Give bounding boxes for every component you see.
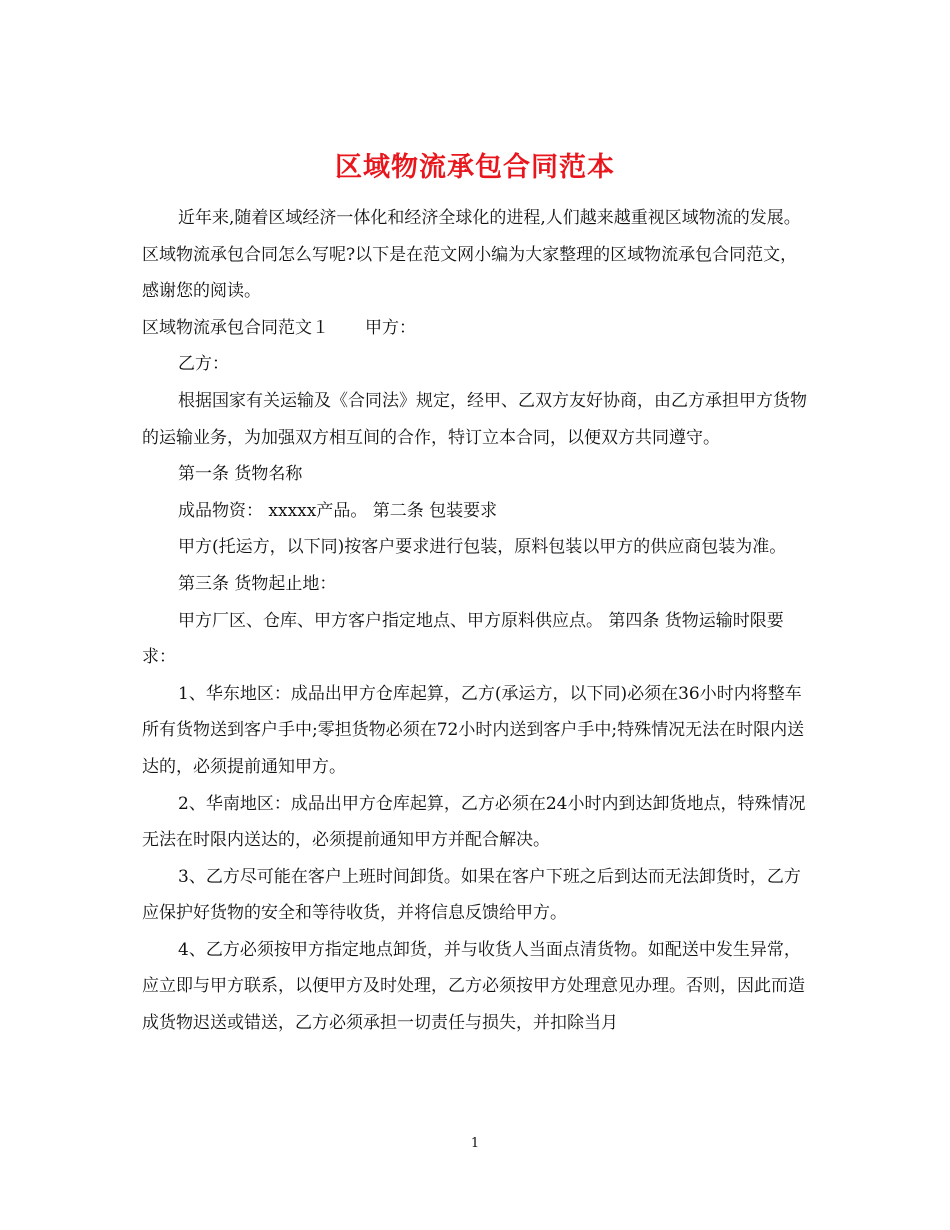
document-body bbox=[142, 200, 810, 1042]
preamble-paragraph: 根据国家有关运输及《合同法》规定，经甲、乙双方友好协商，由乙方承担甲方货物的运输业务，为加强双方相互间的合作，特订立本合同，以便双方共同遵守。 bbox=[142, 390, 807, 448]
locations-paragraph: 甲方厂区、仓库、甲方客户指定地点、甲方原料供应点。 第四条 货物运输时限要求： bbox=[142, 610, 784, 668]
party-b-label: 乙方： bbox=[178, 354, 229, 375]
page-number: 1 bbox=[470, 1136, 480, 1151]
party-a-label: 甲方： bbox=[365, 317, 416, 338]
article-3-heading: 第三条 货物起止地： bbox=[178, 573, 337, 594]
clause-item-4: 4、乙方必须按甲方指定地点卸货，并与收货人当面点清货物。如配送中发生异常，应立即与甲方联系，以便甲方及时处理，乙方必须按甲方处理意见办理。否则，因此而造成货物迟送或错送，乙方必须承担一切责任与损失，并扣除当月 bbox=[142, 939, 805, 1034]
sample-title: 区域物流承包合同范文１ bbox=[142, 317, 329, 338]
clause-item-1: 1、华东地区：成品出甲方仓库起算，乙方(承运方，以下同)必须在36小时内将整车所有货物送到客户手中;零担货物必须在72小时内送到客户手中;特殊情况无法在时限内送达的，必须提前通知甲方。 bbox=[142, 683, 805, 777]
article-1-heading: 第一条 货物名称 bbox=[178, 464, 303, 485]
packaging-paragraph: 甲方(托运方，以下同)按客户要求进行包装，原料包装以甲方的供应商包装为准。 bbox=[178, 537, 787, 558]
clause-item-3: 3、乙方尽可能在客户上班时间卸货。如果在客户下班之后到达而无法卸货时，乙方应保护好货物的安全和等待收货，并将信息反馈给甲方。 bbox=[142, 866, 801, 924]
page-title: 区域物流承包合同范本 bbox=[335, 152, 615, 184]
goods-paragraph: 成品物资： xxxxx产品。 第二条 包装要求 bbox=[178, 500, 498, 521]
sample-heading-line bbox=[142, 310, 810, 347]
clause-item-2: 2、华南地区：成品出甲方仓库起算，乙方必须在24小时内到达卸货地点，特殊情况无法在时限内送达的，必须提前通知甲方并配合解决。 bbox=[142, 793, 806, 851]
intro-paragraph: 近年来,随着区域经济一体化和经济全球化的进程,人们越来越重视区域物流的发展。区域物流承包合同怎么写呢?以下是在范文网小编为大家整理的区域物流承包合同范文，感谢您的阅读。 bbox=[142, 208, 801, 302]
